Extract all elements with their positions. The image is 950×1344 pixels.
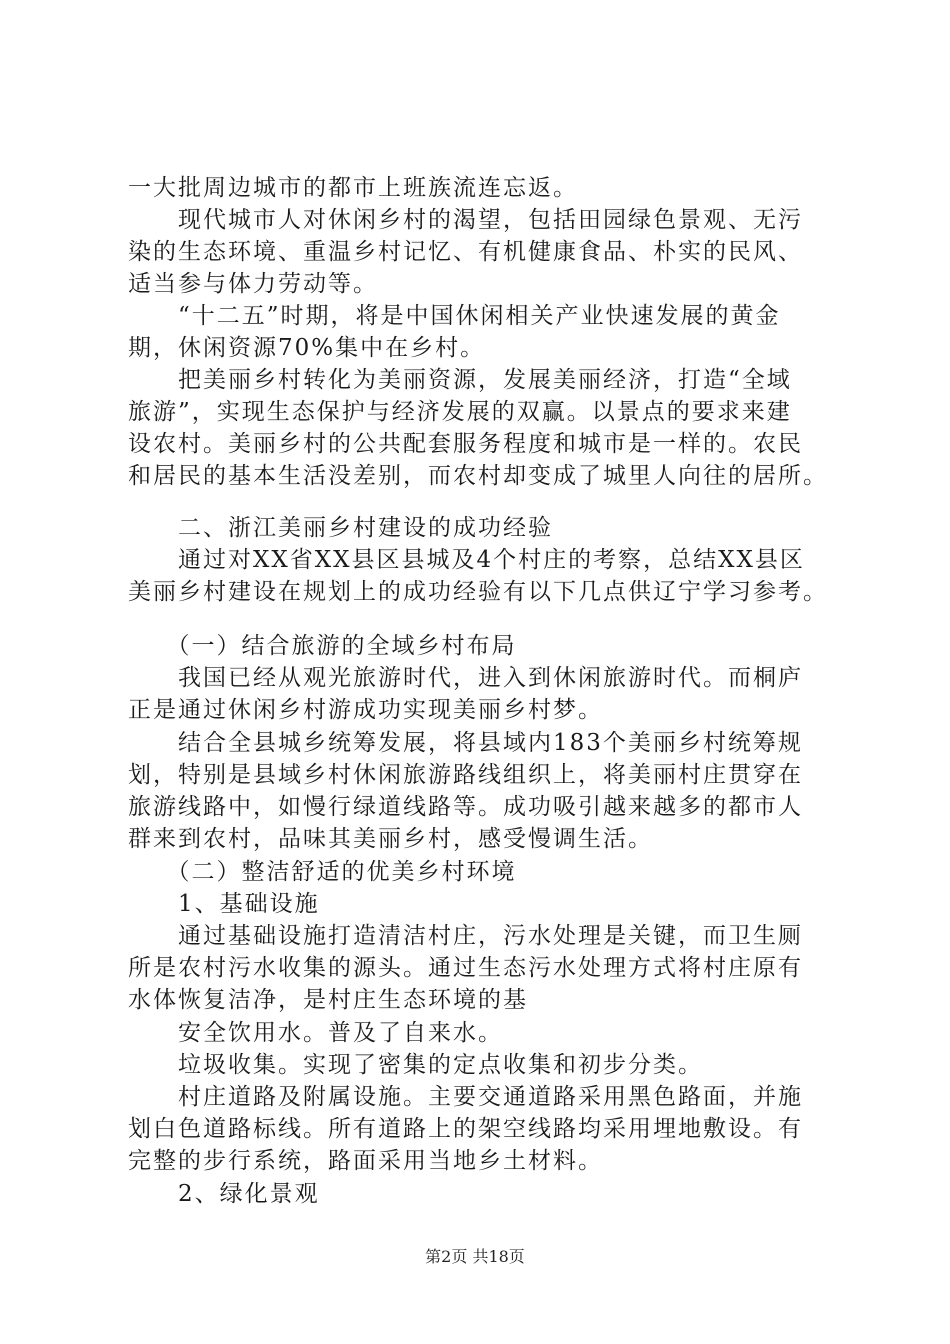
- text-line: 水体恢复洁净，是村庄生态环境的基: [128, 987, 528, 1013]
- text-line: 旅游”，实现生态保护与经济发展的双赢。以景点的要求来建: [128, 399, 792, 425]
- text-line: 适当参与体力劳动等。: [128, 271, 378, 297]
- text-line: “十二五”时期，将是中国休闲相关产业快速发展的黄金: [128, 303, 781, 329]
- page-number-footer: 第2页 共18页: [425, 1247, 525, 1266]
- text-line: 美丽乡村建设在规划上的成功经验有以下几点供辽宁学习参考。: [128, 579, 828, 605]
- text-line: 垃圾收集。实现了密集的定点收集和初步分类。: [128, 1052, 703, 1078]
- text-line: 完整的步行系统，路面采用当地乡土材料。: [128, 1148, 603, 1174]
- text-line: 一大批周边城市的都市上班族流连忘返。: [128, 175, 578, 201]
- subsection-heading: （一）结合旅游的全域乡村布局: [128, 633, 517, 659]
- item-heading: 2、绿化景观: [128, 1181, 320, 1207]
- text-line: 通过对XX省XX县区县城及4个村庄的考察，总结XX县区: [128, 547, 805, 573]
- text-line: 安全饮用水。普及了自来水。: [128, 1020, 503, 1046]
- text-line: 把美丽乡村转化为美丽资源，发展美丽经济，打造“全域: [128, 367, 792, 393]
- text-line: 现代城市人对休闲乡村的渴望，包括田园绿色景观、无污: [128, 207, 803, 233]
- text-line: 我国已经从观光旅游时代，进入到休闲旅游时代。而桐庐: [128, 665, 803, 691]
- text-line: 划白色道路标线。所有道路上的架空线路均采用埋地敷设。有: [128, 1116, 803, 1142]
- text-line: 通过基础设施打造清洁村庄，污水处理是关键，而卫生厕: [128, 923, 803, 949]
- section-heading: 二、浙江美丽乡村建设的成功经验: [128, 515, 553, 541]
- text-line: 染的生态环境、重温乡村记忆、有机健康食品、朴实的民风、: [128, 239, 803, 265]
- text-line: 和居民的基本生活没差别，而农村却变成了城里人向往的居所。: [128, 463, 828, 489]
- text-line: 所是农村污水收集的源头。通过生态污水处理方式将村庄原有: [128, 955, 803, 981]
- text-line: 群来到农村，品味其美丽乡村，感受慢调生活。: [128, 826, 653, 852]
- text-line: 结合全县城乡统筹发展，将县域内183个美丽乡村统筹规: [128, 730, 803, 756]
- text-line: 划，特别是县域乡村休闲旅游路线组织上，将美丽村庄贯穿在: [128, 762, 803, 788]
- text-line: 旅游线路中，如慢行绿道线路等。成功吸引越来越多的都市人: [128, 794, 803, 820]
- text-line: 村庄道路及附属设施。主要交通道路采用黑色路面，并施: [128, 1084, 803, 1110]
- text-line: 期，休闲资源70%集中在乡村。: [128, 335, 486, 361]
- text-line: 设农村。美丽乡村的公共配套服务程度和城市是一样的。农民: [128, 431, 803, 457]
- item-heading: 1、基础设施: [128, 891, 320, 917]
- text-line: 正是通过休闲乡村游成功实现美丽乡村梦。: [128, 697, 603, 723]
- subsection-heading: （二）整洁舒适的优美乡村环境: [128, 859, 517, 885]
